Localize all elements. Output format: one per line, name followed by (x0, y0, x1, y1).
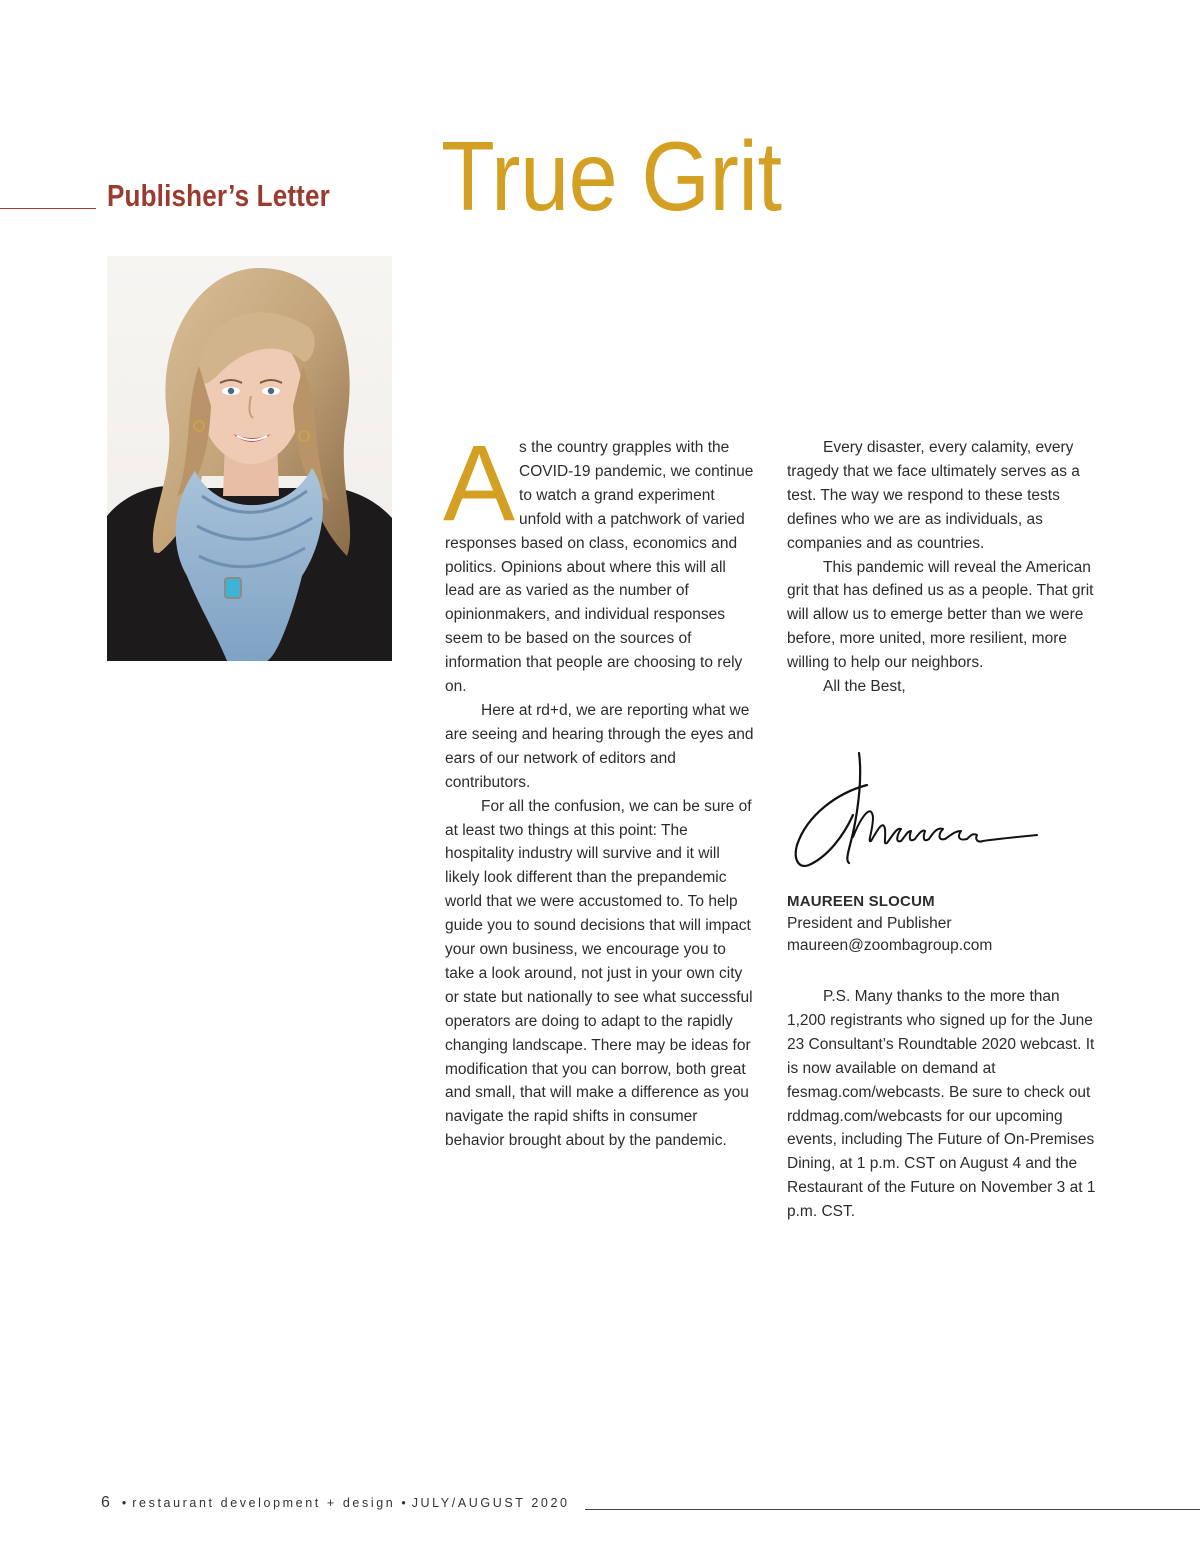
page-number: 6 (101, 1494, 110, 1511)
footer-bullet: • (121, 1496, 127, 1510)
footer-rule (585, 1509, 1200, 1510)
letter-column-2 (787, 436, 1102, 699)
postscript-text: P.S. Many thanks to the more than 1,200 registrants who signed up for the June 23 Consultant’s Roundtable 2020 webcast. It is now available on demand at fesmag.com/webcasts. Be sure to check out rddmag.com/webcasts for our upcoming events, including The Future of On-Premises Dining, at 1 p.m. CST on August 4 and the Restaurant of the Future on November 3 at 1 p.m. CST. (787, 988, 1096, 1221)
page-title: True Grit (441, 121, 782, 231)
closing: All the Best, (823, 678, 906, 696)
paragraph-5: This pandemic will reveal the American grit that has defined us as a people. That grit will allow us to emerge better than we were before, more united, more resilient, more willing to help our neighbors. (787, 558, 1094, 672)
publisher-portrait (107, 256, 392, 661)
paragraph-1 (443, 422, 755, 699)
handwritten-signature (787, 745, 1047, 875)
publisher-name: MAUREEN SLOCUM (787, 893, 935, 910)
postscript (787, 985, 1102, 1224)
publication-name: restaurant development + design (132, 1496, 396, 1510)
paragraph-1-text: s the country grapples with the COVID-19 pandemic, we continue to watch a grand experiment unfold with a patchwork of varied responses based on class, economics and politics. Opinions about where this will all lead are as varied as the number of opinionmakers, and individual responses seem to be based on the sources of information that people are choosing to rely on. (445, 439, 754, 696)
paragraph-3: For all the confusion, we can be sure of at least two things at this point: The hospitality industry will survive and it will likely look different than the prepandemic world that we were accustomed to. To help guide you to sound decisions that will impact your own business, we encourage you to take a look around, not just in your own city or state but nationally to see what successful operators are doing to adapt to the rapidly changing landscape. There may be ideas for modification that you can borrow, both great and small, that will make a difference as you navigate the rapid shifts in consumer behavior brought about by the pandemic. (445, 797, 753, 1150)
issue-date: JULY/AUGUST 2020 (411, 1496, 570, 1510)
publisher-title: President and Publisher (787, 915, 952, 932)
page-footer (101, 1494, 570, 1512)
publisher-email[interactable]: maureen@zoombagroup.com (787, 937, 993, 954)
drop-cap: A (443, 422, 516, 543)
paragraph-4: Every disaster, every calamity, every tragedy that we face ultimately serves as a test. The way we respond to these tests defines who we are as individuals, as companies and as countries. (787, 439, 1080, 552)
section-rule (0, 208, 96, 209)
paragraph-2: Here at rd+d, we are reporting what we are seeing and hearing through the eyes and ears of our network of editors and contributors. (445, 701, 754, 791)
letter-column-1 (443, 422, 755, 1153)
signature-block (787, 891, 1107, 957)
section-label: Publisher’s Letter (107, 178, 330, 213)
footer-bullet: • (401, 1496, 406, 1510)
